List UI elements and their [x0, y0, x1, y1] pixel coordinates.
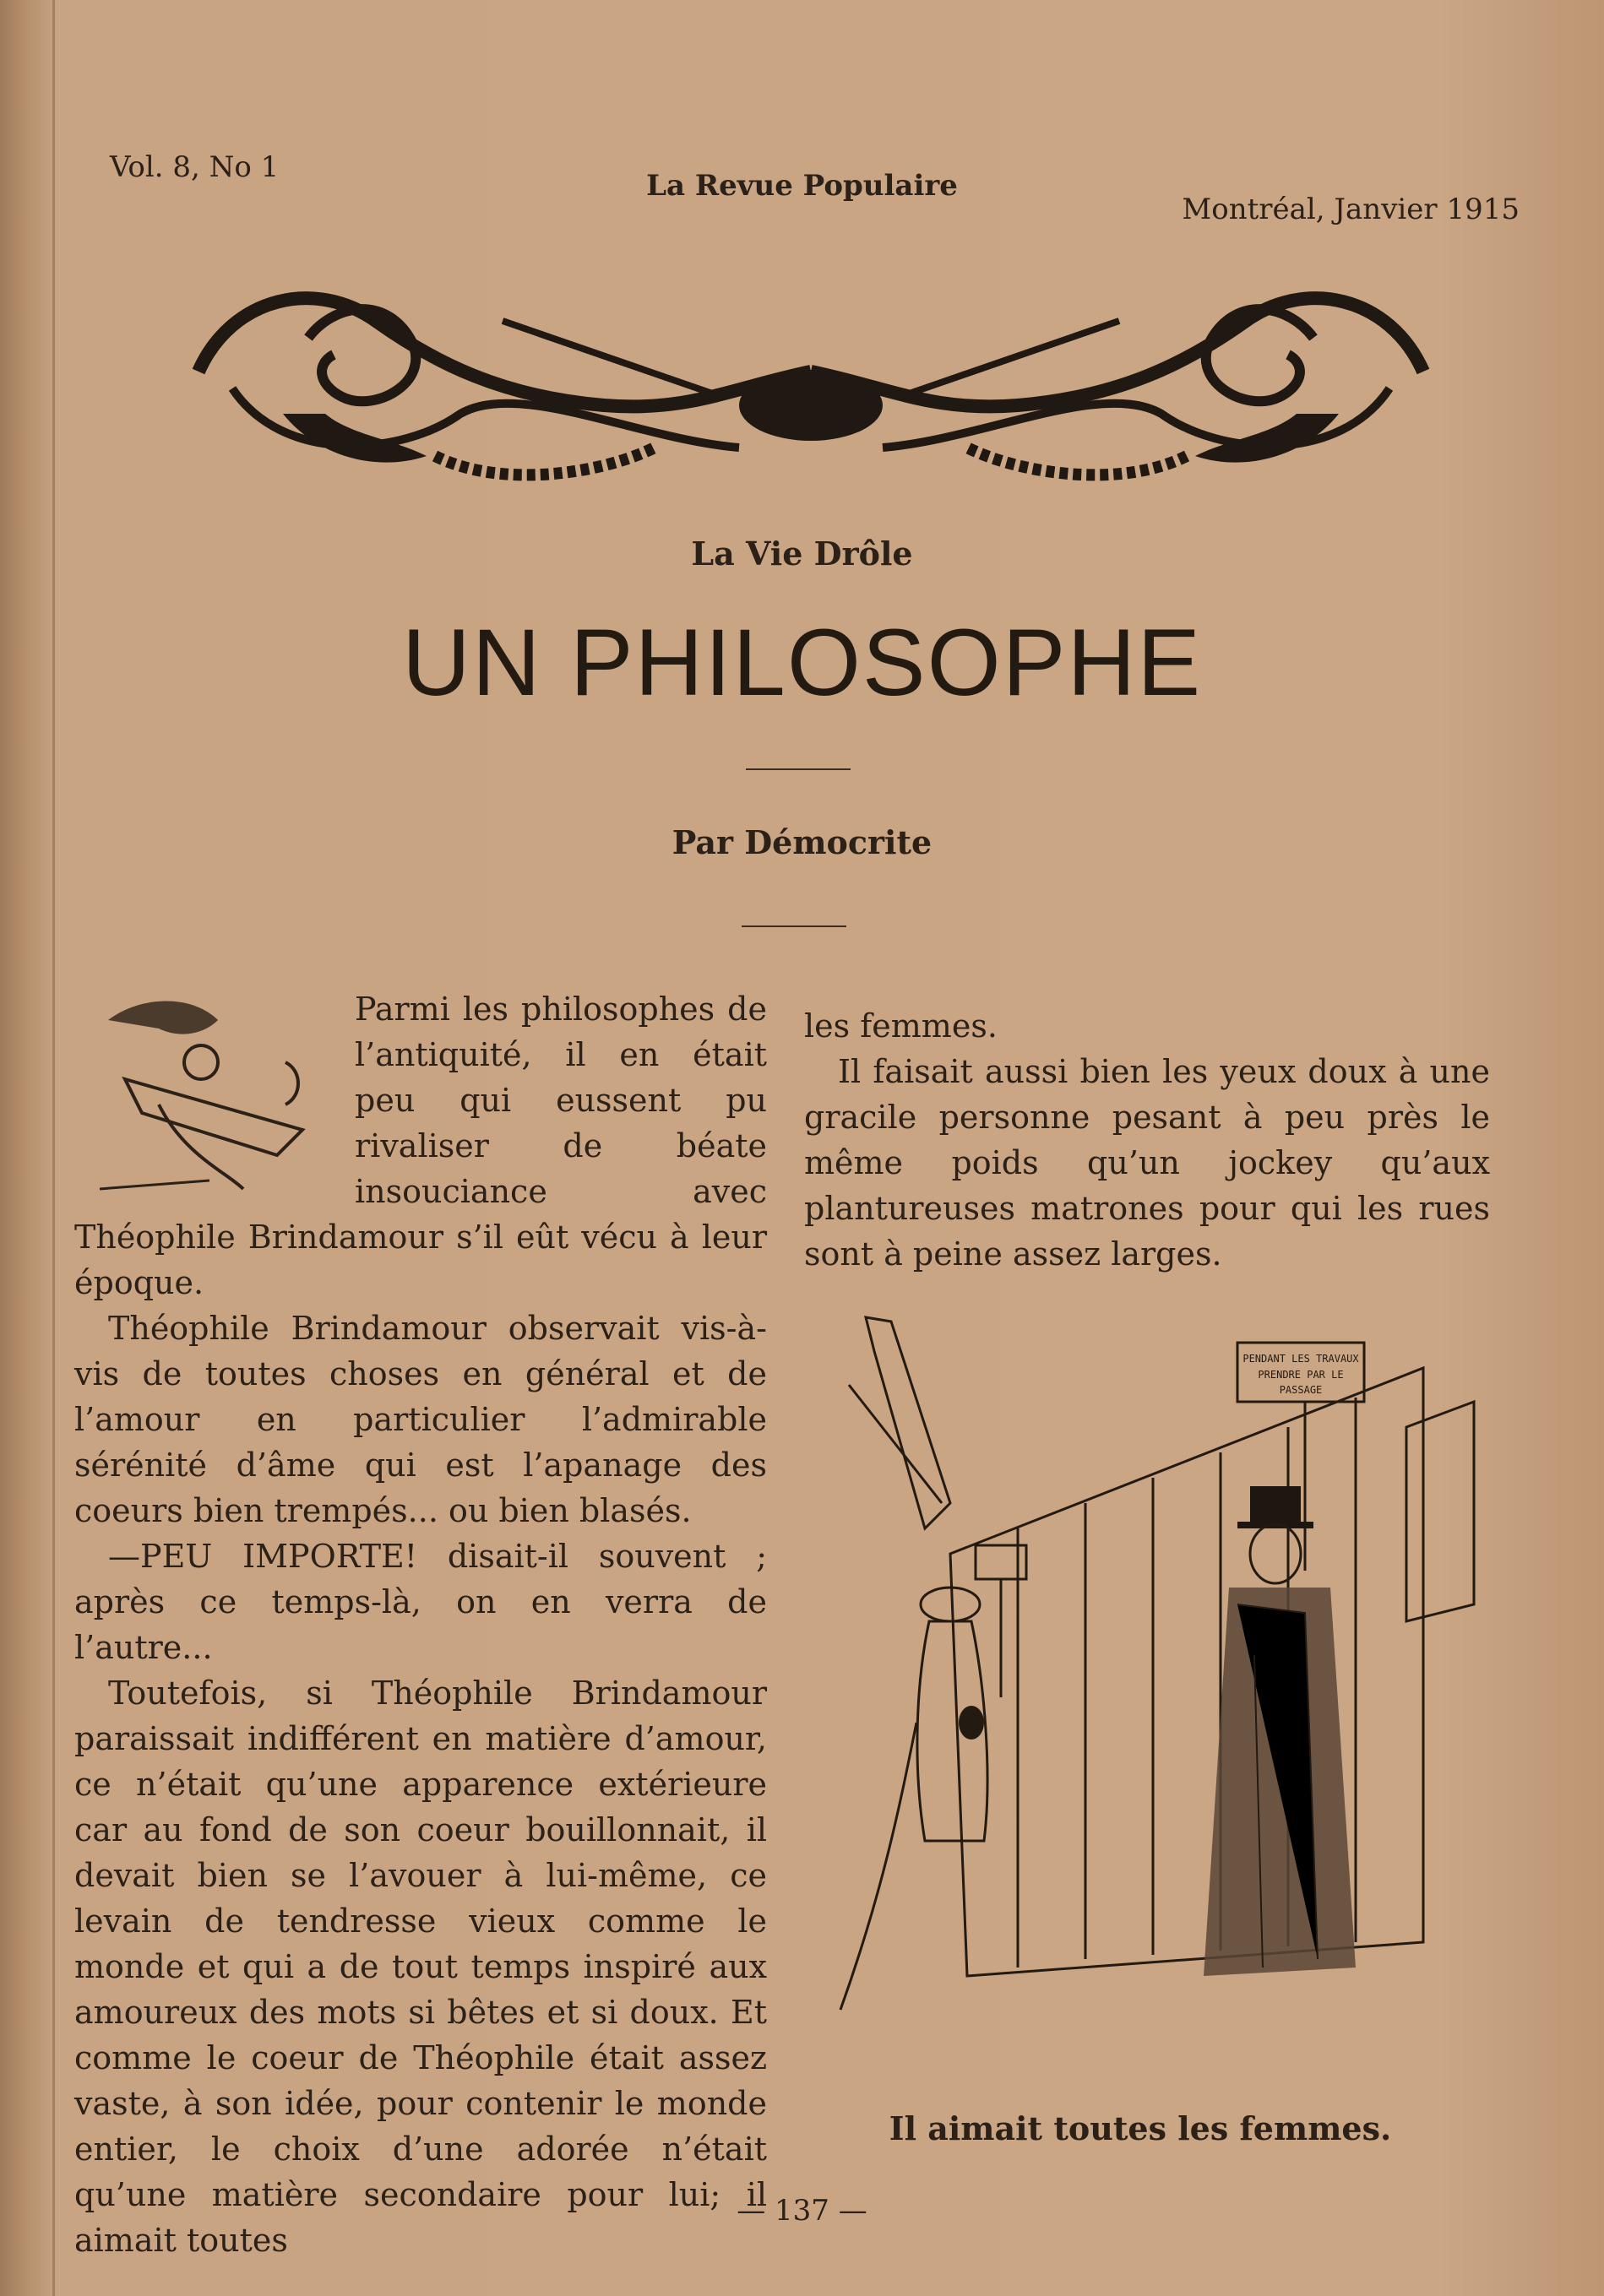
- vignette-illustration: [74, 986, 343, 1206]
- sign-line: PRENDRE PAR LE: [1258, 1369, 1344, 1381]
- paragraph: Théophile Brindamour observait vis-à-vis de toutes choses en général et de l’amour en particulier l’admirable sérénité d’âme qui est l’apanage des coeurs bien trempés... ou bien blasés.: [74, 1310, 767, 1529]
- decorative-header-ornament: [182, 245, 1440, 498]
- illustration-caption: Il aimait toutes les femmes.: [889, 2109, 1392, 2147]
- sign-line: PENDANT LES TRAVAUX: [1242, 1353, 1359, 1365]
- dateline: Montréal, Janvier 1915: [1182, 193, 1520, 226]
- byline-divider: [742, 925, 846, 927]
- paragraph: —PEU IMPORTE! disait-il souvent ; après ce temps-là, on en verra de l’autre...: [74, 1538, 767, 1666]
- volume-number: Vol. 8, No 1: [110, 150, 280, 184]
- book-spine-shadow: [52, 0, 55, 2296]
- paragraph: Toutefois, si Théophile Brindamour paraissait indifférent en matière d’amour, ce n’était qu’une apparence extérieure car au fond de son coeur bouillonnait, il devait bien se l’avouer à lui-même, ce levain de tendresse vieux comme le monde et qui a de tout temps inspiré aux amoureux des mots si bêtes et si doux. Et comme le coeur de Théophile était assez vaste, à son idée, pour contenir le monde entier, le choix d’une adorée n’était qu’une matière secondaire pour lui; il aimait toutes: [74, 1675, 767, 2259]
- gentleman-figure: [1204, 1486, 1356, 1976]
- article-title: UN PHILOSOPHE: [401, 610, 1203, 715]
- publication-title: La Revue Populaire: [646, 169, 958, 203]
- article-column-left: [74, 986, 767, 2263]
- article-byline: Par Démocrite: [672, 823, 932, 861]
- article-column-right: [804, 1003, 1490, 1277]
- street-scene-illustration: [832, 1300, 1499, 2018]
- paragraph: Il faisait aussi bien les yeux doux à une gracile personne pesant à peu près le même poids qu’un jockey qu’aux plantureuses matrones pour qui les rues sont à peine assez larges.: [804, 1053, 1490, 1273]
- paragraph: les femmes.: [804, 1007, 998, 1045]
- title-divider: [746, 768, 851, 770]
- article-series: La Vie Drôle: [691, 535, 913, 573]
- sign-line: PASSAGE: [1279, 1384, 1323, 1396]
- page-number: — 137 —: [737, 2194, 867, 2228]
- paragraph: Parmi les philosophes de l’antiquité, il en était peu qui eussent pu rivaliser de béate insouciance avec Théophile Brindamour s’il eût vécu à leur époque.: [74, 991, 767, 1301]
